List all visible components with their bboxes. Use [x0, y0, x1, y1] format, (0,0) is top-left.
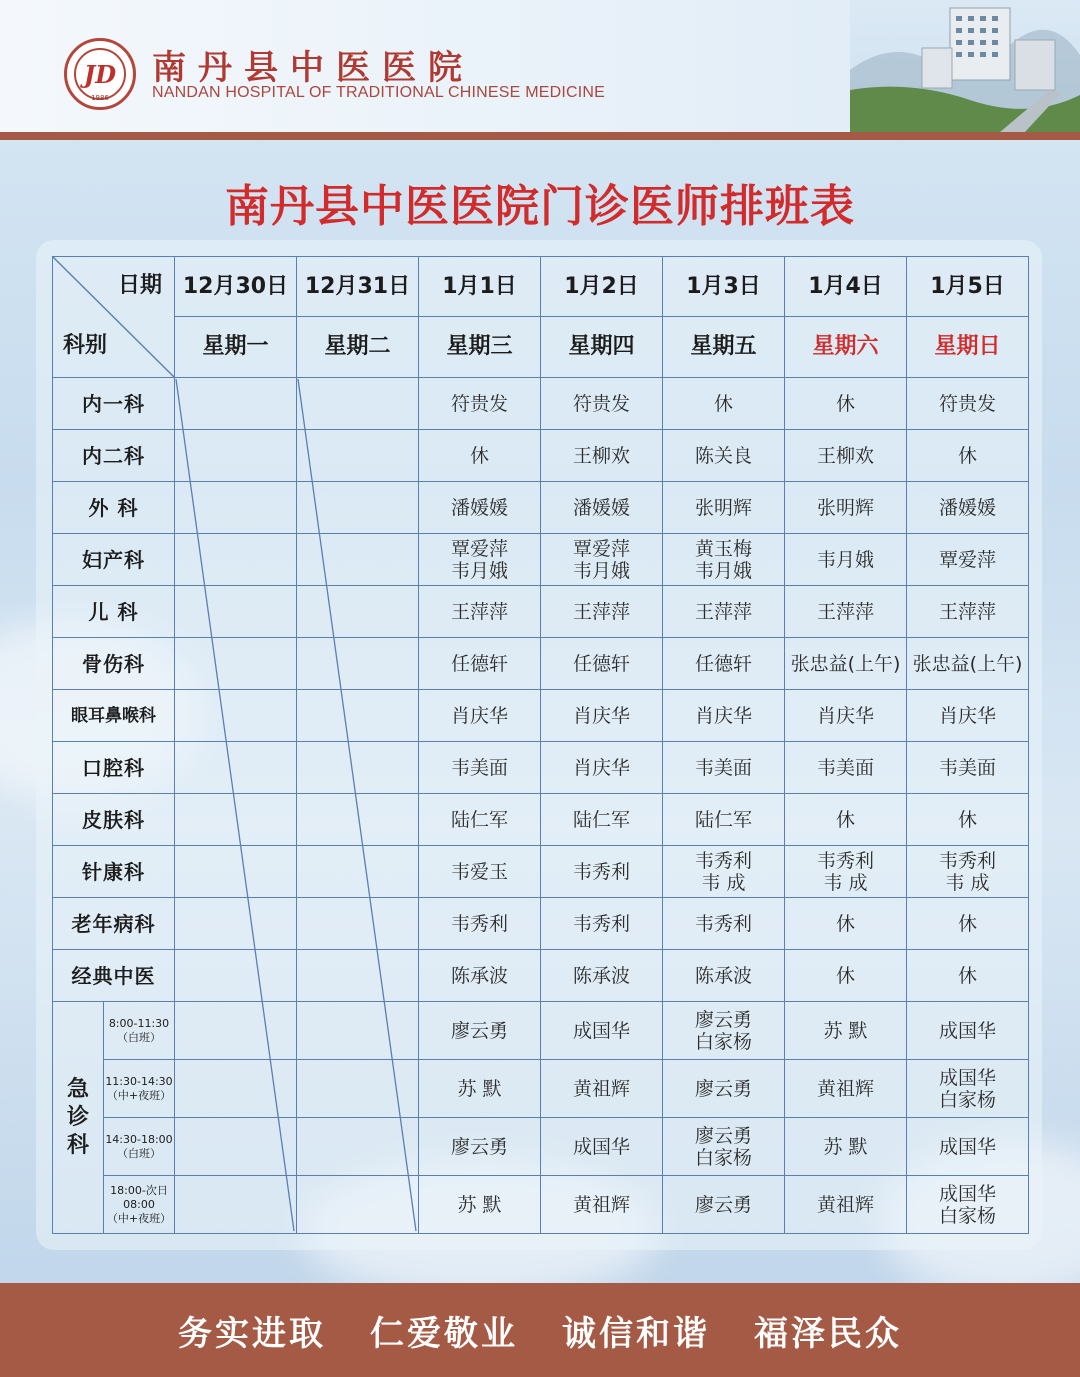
shift-type: （中+夜班）	[106, 1211, 172, 1225]
dept-name: 口腔科	[53, 742, 175, 794]
weekday-header: 星期二	[297, 317, 419, 378]
table-row	[53, 846, 1029, 898]
schedule-cell: 休	[785, 898, 907, 950]
blank-cell	[297, 742, 419, 794]
schedule-cell: 王萍萍	[663, 586, 785, 638]
date-header: 1月2日	[541, 257, 663, 317]
slogan: 诚信和谐	[562, 1313, 710, 1354]
doctor-name: 韦月娥	[450, 559, 508, 582]
schedule-cell: 任德轩	[541, 638, 663, 690]
schedule-cell: 张明辉	[663, 482, 785, 534]
doctor-name: 成国华	[938, 1066, 996, 1089]
weekday-header: 星期一	[175, 317, 297, 378]
emergency-row	[53, 1118, 1029, 1176]
doctor-name: 韦月娥	[572, 559, 630, 582]
blank-cell	[297, 794, 419, 846]
blank-cell	[297, 1176, 419, 1234]
doctor-name: 韦 成	[823, 871, 868, 894]
table-row	[53, 690, 1029, 742]
schedule-cell: 张明辉	[785, 482, 907, 534]
schedule-cell	[541, 534, 663, 586]
schedule-cell: 任德轩	[663, 638, 785, 690]
schedule-cell	[663, 1118, 785, 1176]
dept-name: 经典中医	[53, 950, 175, 1002]
blank-cell	[297, 534, 419, 586]
schedule-cell: 苏 默	[785, 1118, 907, 1176]
slogan: 仁爱敬业	[370, 1313, 518, 1354]
schedule-cell: 肖庆华	[785, 690, 907, 742]
table-row	[53, 742, 1029, 794]
shift-hours: 14:30-18:00	[105, 1132, 173, 1146]
schedule-cell: 张忠益(上午)	[785, 638, 907, 690]
date-header: 12月31日	[297, 257, 419, 317]
blank-cell	[297, 846, 419, 898]
doctor-name: 韦秀利	[938, 849, 996, 872]
weekday-header: 星期四	[541, 317, 663, 378]
hospital-name: 南丹县中医医院	[152, 48, 474, 88]
blank-cell	[297, 1002, 419, 1060]
dept-name: 内二科	[53, 430, 175, 482]
corner-date-label: 日期	[117, 273, 162, 298]
schedule-cell: 廖云勇	[419, 1002, 541, 1060]
blank-cell	[175, 742, 297, 794]
date-header: 1月3日	[663, 257, 785, 317]
schedule-cell: 韦爱玉	[419, 846, 541, 898]
schedule-cell: 韦秀利	[541, 846, 663, 898]
schedule-cell: 韦秀利	[419, 898, 541, 950]
schedule-cell: 韦美面	[663, 742, 785, 794]
schedule-cell: 陆仁军	[541, 794, 663, 846]
blank-cell	[297, 482, 419, 534]
slogan: 务实进取	[178, 1313, 326, 1354]
table-row	[53, 378, 1029, 430]
blank-cell	[297, 378, 419, 430]
schedule-cell: 陈承波	[663, 950, 785, 1002]
table-row	[53, 430, 1029, 482]
date-header: 12月30日	[175, 257, 297, 317]
shift-hours: 8:00-11:30	[108, 1016, 170, 1030]
shift-hours: 11:30-14:30	[105, 1074, 173, 1088]
table-row	[53, 534, 1029, 586]
doctor-name: 覃爱萍	[572, 537, 630, 560]
doctor-name: 覃爱萍	[450, 537, 508, 560]
doctor-name: 廖云勇	[694, 1008, 752, 1031]
doctor-name: 黄玉梅	[694, 537, 752, 560]
schedule-cell: 任德轩	[419, 638, 541, 690]
blank-cell	[175, 950, 297, 1002]
table-row	[53, 950, 1029, 1002]
date-header: 1月1日	[419, 257, 541, 317]
schedule-cell: 张忠益(上午)	[907, 638, 1029, 690]
blank-cell	[175, 638, 297, 690]
schedule-cell: 潘媛媛	[419, 482, 541, 534]
dept-name: 皮肤科	[53, 794, 175, 846]
schedule-cell	[785, 846, 907, 898]
header-divider	[0, 132, 1080, 140]
schedule-cell: 休	[907, 430, 1029, 482]
blank-cell	[297, 690, 419, 742]
hospital-name-en: NANDAN HOSPITAL OF TRADITIONAL CHINESE MEDICINE	[152, 84, 606, 101]
schedule-table	[52, 256, 1029, 1234]
schedule-cell: 肖庆华	[541, 690, 663, 742]
blank-cell	[175, 482, 297, 534]
schedule-cell: 王萍萍	[541, 586, 663, 638]
blank-cell	[175, 1060, 297, 1118]
schedule-cell: 休	[785, 950, 907, 1002]
town-photo	[850, 0, 1080, 132]
schedule-cell: 陆仁军	[419, 794, 541, 846]
shift-time	[104, 1060, 175, 1118]
schedule-cell: 苏 默	[419, 1060, 541, 1118]
schedule-cell: 成国华	[907, 1118, 1029, 1176]
dept-name: 老年病科	[53, 898, 175, 950]
schedule-cell: 韦秀利	[541, 898, 663, 950]
doctor-name: 白家杨	[694, 1030, 752, 1053]
schedule-cell: 廖云勇	[419, 1118, 541, 1176]
schedule-cell: 廖云勇	[663, 1060, 785, 1118]
hospital-logo: JD 1986	[64, 38, 136, 110]
blank-cell	[175, 378, 297, 430]
header-banner	[0, 0, 1080, 132]
table-row	[53, 898, 1029, 950]
schedule-cell: 黄祖辉	[785, 1176, 907, 1234]
blank-cell	[297, 1118, 419, 1176]
table-row	[53, 638, 1029, 690]
date-header: 1月5日	[907, 257, 1029, 317]
doctor-name: 韦 成	[945, 871, 990, 894]
header-row-weekdays	[53, 317, 1029, 378]
schedule-cell: 韦美面	[419, 742, 541, 794]
blank-cell	[297, 1060, 419, 1118]
emergency-row	[53, 1060, 1029, 1118]
schedule-cell: 肖庆华	[907, 690, 1029, 742]
dept-name: 妇产科	[53, 534, 175, 586]
weekday-header: 星期日	[907, 317, 1029, 378]
schedule-cell: 王萍萍	[907, 586, 1029, 638]
dept-name-emergency: 急 诊 科	[53, 1002, 104, 1234]
schedule-cell: 成国华	[541, 1118, 663, 1176]
schedule-cell	[907, 1060, 1029, 1118]
shift-type: （中+夜班）	[106, 1088, 172, 1102]
blank-cell	[175, 1118, 297, 1176]
schedule-cell: 休	[907, 794, 1029, 846]
schedule-cell: 潘媛媛	[541, 482, 663, 534]
schedule-cell	[907, 846, 1029, 898]
emergency-row	[53, 1002, 1029, 1060]
blank-cell	[297, 638, 419, 690]
schedule-cell: 韦月娥	[785, 534, 907, 586]
dept-name: 内一科	[53, 378, 175, 430]
schedule-cell: 成国华	[907, 1002, 1029, 1060]
schedule-cell: 韦美面	[785, 742, 907, 794]
schedule-cell	[419, 534, 541, 586]
doctor-name: 韦 成	[701, 871, 746, 894]
schedule-cell: 陈承波	[541, 950, 663, 1002]
blank-cell	[175, 534, 297, 586]
schedule-cell: 王萍萍	[785, 586, 907, 638]
shift-time	[104, 1176, 175, 1234]
blank-cell	[175, 794, 297, 846]
schedule-cell: 苏 默	[785, 1002, 907, 1060]
blank-cell	[297, 898, 419, 950]
page-title: 南丹县中医医院门诊医师排班表	[225, 181, 855, 232]
blank-cell	[297, 430, 419, 482]
table-row	[53, 482, 1029, 534]
schedule-cell: 陈关良	[663, 430, 785, 482]
weekday-header: 星期五	[663, 317, 785, 378]
header-row-dates	[53, 257, 1029, 317]
shift-time	[104, 1002, 175, 1060]
schedule-cell: 陈承波	[419, 950, 541, 1002]
schedule-cell: 黄祖辉	[541, 1060, 663, 1118]
shift-type: （白班）	[117, 1030, 161, 1044]
schedule-cell: 王柳欢	[541, 430, 663, 482]
blank-cell	[175, 586, 297, 638]
blank-cell	[297, 950, 419, 1002]
slogan: 福泽民众	[754, 1313, 902, 1354]
table-row	[53, 586, 1029, 638]
blank-cell	[175, 430, 297, 482]
corner-cell	[53, 257, 175, 378]
footer-slogan-bar	[0, 1283, 1080, 1377]
doctor-name: 韦月娥	[694, 559, 752, 582]
shift-time	[104, 1118, 175, 1176]
schedule-cell: 韦美面	[907, 742, 1029, 794]
dept-name: 骨伤科	[53, 638, 175, 690]
blank-cell	[175, 898, 297, 950]
schedule-cell: 肖庆华	[541, 742, 663, 794]
blank-cell	[297, 586, 419, 638]
doctor-name: 白家杨	[694, 1146, 752, 1169]
doctor-name: 韦秀利	[694, 849, 752, 872]
schedule-cell: 潘媛媛	[907, 482, 1029, 534]
blank-cell	[175, 1176, 297, 1234]
corner-dept-label: 科别	[63, 333, 108, 358]
schedule-cell: 休	[419, 430, 541, 482]
schedule-cell: 休	[907, 950, 1029, 1002]
shift-hours: 18:00-次日08:00	[110, 1183, 168, 1211]
schedule-cell	[907, 1176, 1029, 1234]
schedule-cell: 符贵发	[541, 378, 663, 430]
dept-name: 儿 科	[53, 586, 175, 638]
shift-type: （白班）	[117, 1146, 161, 1160]
doctor-name: 白家杨	[938, 1204, 996, 1227]
schedule-cell: 休	[785, 794, 907, 846]
schedule-cell: 肖庆华	[419, 690, 541, 742]
blank-cell	[175, 1002, 297, 1060]
schedule-cell: 休	[907, 898, 1029, 950]
dept-name: 眼耳鼻喉科	[53, 690, 175, 742]
schedule-cell: 陆仁军	[663, 794, 785, 846]
schedule-cell: 王萍萍	[419, 586, 541, 638]
dept-name: 外 科	[53, 482, 175, 534]
schedule-cell: 韦秀利	[663, 898, 785, 950]
weekday-header: 星期六	[785, 317, 907, 378]
doctor-name: 韦秀利	[816, 849, 874, 872]
schedule-cell: 覃爱萍	[907, 534, 1029, 586]
schedule-cell: 黄祖辉	[541, 1176, 663, 1234]
schedule-cell: 黄祖辉	[785, 1060, 907, 1118]
schedule-cell: 成国华	[541, 1002, 663, 1060]
table-row	[53, 794, 1029, 846]
blank-cell	[175, 846, 297, 898]
schedule-cell: 廖云勇	[663, 1176, 785, 1234]
schedule-cell: 符贵发	[419, 378, 541, 430]
schedule-cell: 苏 默	[419, 1176, 541, 1234]
doctor-name: 白家杨	[938, 1088, 996, 1111]
doctor-name: 成国华	[938, 1182, 996, 1205]
doctor-name: 廖云勇	[694, 1124, 752, 1147]
schedule-cell: 肖庆华	[663, 690, 785, 742]
schedule-cell: 符贵发	[907, 378, 1029, 430]
schedule-cell: 休	[663, 378, 785, 430]
weekday-header: 星期三	[419, 317, 541, 378]
blank-cell	[175, 690, 297, 742]
schedule-cell	[663, 1002, 785, 1060]
date-header: 1月4日	[785, 257, 907, 317]
schedule-cell: 王柳欢	[785, 430, 907, 482]
dept-name: 针康科	[53, 846, 175, 898]
emergency-row	[53, 1176, 1029, 1234]
schedule-cell	[663, 846, 785, 898]
schedule-cell	[663, 534, 785, 586]
schedule-cell: 休	[785, 378, 907, 430]
